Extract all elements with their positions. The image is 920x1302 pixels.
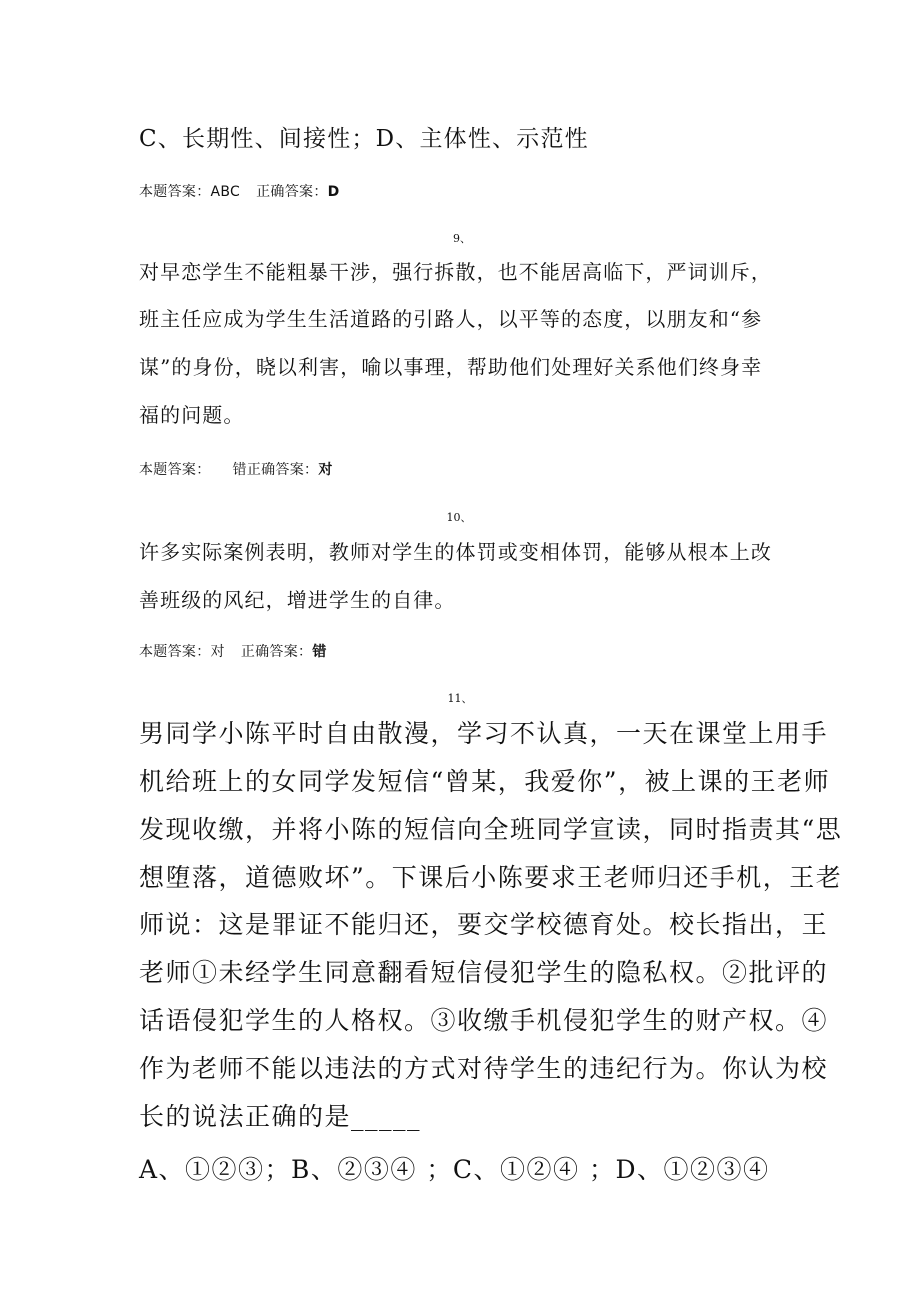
q10-answer-line bbox=[139, 641, 327, 661]
q11-line-6: 老师①未经学生同意翻看短信侵犯学生的隐私权。②批评的 bbox=[139, 958, 829, 987]
q11-line-3: 发现收缴，并将小陈的短信向全班同学宣读，同时指责其“思 bbox=[139, 815, 843, 844]
q9-my-answer-label: 本题答案： bbox=[139, 462, 211, 478]
q9-number: 9、 bbox=[453, 232, 471, 245]
q8-correct-answer-label: 正确答案： bbox=[256, 184, 328, 200]
q10-correct-answer-label: 正确答案： bbox=[240, 644, 313, 660]
q11-line-5: 师说：这是罪证不能归还，要交学校德育处。校长指出，王 bbox=[139, 910, 829, 939]
q8-my-answer: ABC bbox=[210, 184, 241, 200]
q10-my-answer: 对 bbox=[210, 644, 225, 660]
q8-my-answer-label: 本题答案： bbox=[139, 184, 211, 200]
q9-answer-line bbox=[139, 459, 333, 479]
q10-number: 10、 bbox=[446, 511, 472, 524]
q9-line-4: 福的问题。 bbox=[139, 403, 245, 427]
q10-line-2: 善班级的风纪，增进学生的自律。 bbox=[139, 588, 456, 612]
q9-line-3: 谋”的身份，晓以利害，喻以事理，帮助他们处理好关系他们终身幸 bbox=[139, 355, 763, 379]
q8-options-tail: C、长期性、间接性；D、主体性、示范性 bbox=[139, 126, 589, 152]
q8-answer-line bbox=[139, 181, 340, 201]
q11-number: 11、 bbox=[447, 692, 473, 705]
q9-correct-answer: 对 bbox=[318, 462, 333, 478]
q8-correct-answer: D bbox=[327, 184, 340, 200]
q11-line-7: 话语侵犯学生的人格权。③收缴手机侵犯学生的财产权。④ bbox=[139, 1006, 829, 1035]
q11-line-4: 想堕落，道德败坏”。下课后小陈要求王老师归还手机，王老 bbox=[139, 863, 843, 892]
q10-correct-answer: 错 bbox=[312, 644, 327, 660]
q11-line-8: 作为老师不能以违法的方式对待学生的违纪行为。你认为校 bbox=[139, 1054, 829, 1083]
q10-line-1: 许多实际案例表明，教师对学生的体罚或变相体罚，能够从根本上改 bbox=[139, 540, 772, 564]
q10-my-answer-label: 本题答案： bbox=[139, 644, 211, 660]
q11-line-1: 男同学小陈平时自由散漫，学习不认真，一天在课堂上用手 bbox=[139, 719, 829, 748]
q9-my-answer: 错 bbox=[232, 462, 247, 478]
q9-line-1: 对早恋学生不能粗暴干涉，强行拆散，也不能居高临下，严词训斥， bbox=[139, 260, 772, 284]
q9-line-2: 班主任应成为学生生活道路的引路人，以平等的态度，以朋友和“参 bbox=[139, 307, 763, 331]
q11-options: A、①②③；B、②③④ ；C、①②④ ；D、①②③④ bbox=[139, 1155, 770, 1184]
q11-line-9: 长的说法正确的是_____ bbox=[139, 1102, 422, 1131]
q11-line-2: 机给班上的女同学发短信“曾某，我爱你”，被上课的王老师 bbox=[139, 767, 831, 796]
q9-correct-answer-label: 正确答案： bbox=[246, 462, 319, 478]
